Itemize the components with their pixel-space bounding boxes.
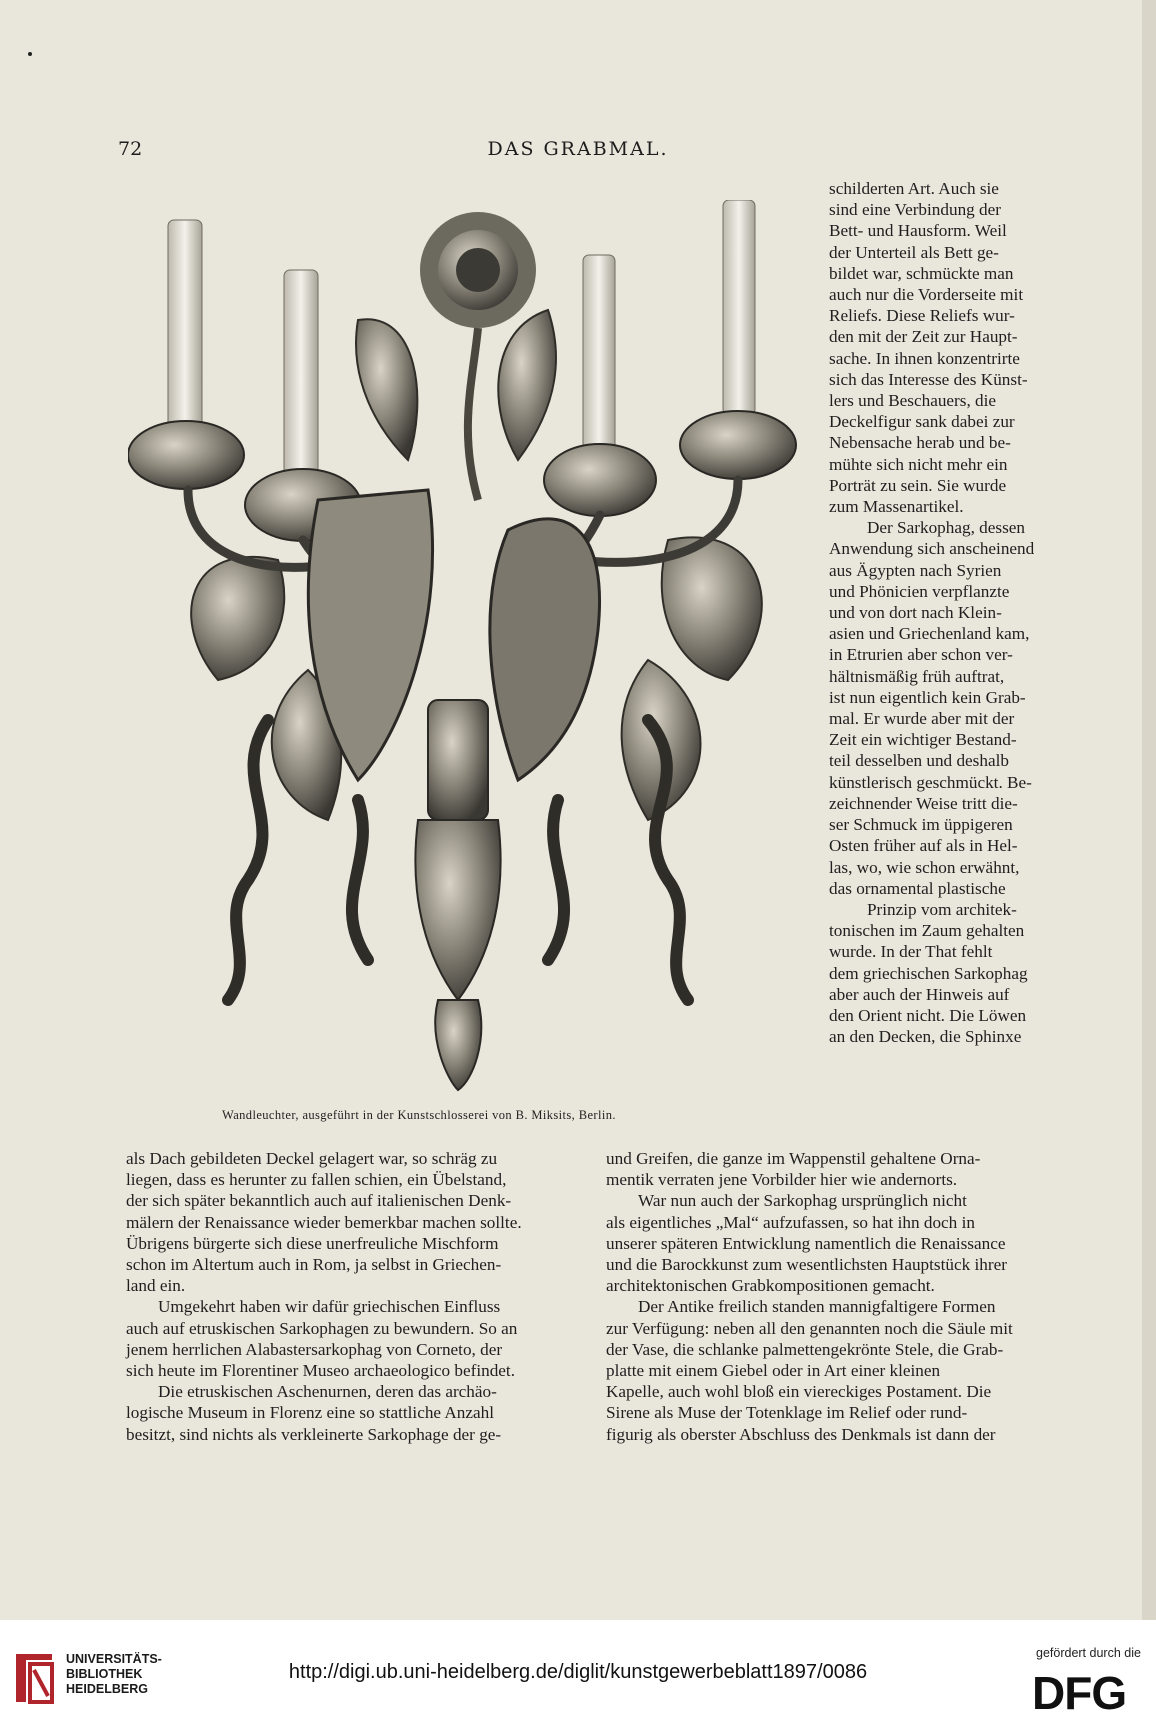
text-line: Der Sarkophag, dessen bbox=[867, 518, 1025, 538]
text-line: Kapelle, auch wohl bloß ein viereckiges Postament. Die bbox=[606, 1382, 992, 1402]
text-line: unserer späteren Entwicklung namentlich die Renaissance bbox=[606, 1233, 1006, 1253]
text-line: Zeit ein wichtiger Bestand- bbox=[829, 730, 1017, 750]
text-line: las, wo, wie schon erwähnt, bbox=[829, 857, 1020, 877]
text-line: mühte sich nicht mehr ein bbox=[829, 454, 1008, 474]
text-line: den mit der Zeit zur Haupt- bbox=[829, 327, 1018, 347]
text-line: sich heute im Florentiner Museo archaeologico befindet. bbox=[126, 1361, 515, 1381]
text-line: lers und Beschauers, die bbox=[829, 391, 997, 411]
text-line: Deckelfigur sank dabei zur bbox=[829, 412, 1015, 432]
text-line: platte mit einem Giebel oder in Art einer kleinen bbox=[606, 1361, 941, 1381]
scan-speck bbox=[28, 52, 32, 56]
text-line: Sirene als Muse der Totenklage im Relief oder rund- bbox=[606, 1403, 968, 1423]
text-line: mal. Er wurde aber mit der bbox=[829, 709, 1015, 729]
dfg-logo: DFG bbox=[1032, 1667, 1127, 1719]
text-line: der sich später bekanntlich auch auf italienischen Denk- bbox=[126, 1191, 512, 1211]
text-line: aber auch der Hinweis auf bbox=[829, 984, 1010, 1004]
text-line: ist nun eigentlich kein Grab- bbox=[829, 687, 1026, 707]
text-line: Prinzip vom architek- bbox=[867, 899, 1017, 919]
text-line: Osten früher auf als in Hel- bbox=[829, 836, 1018, 856]
text-line: Die etruskischen Aschenurnen, deren das archäo- bbox=[158, 1382, 497, 1402]
text-line: sache. In ihnen konzentrirte bbox=[829, 348, 1020, 368]
text-line: Übrigens bürgerte sich diese unerfreuliche Mischform bbox=[126, 1233, 499, 1253]
text-line: asien und Griechenland kam, bbox=[829, 624, 1030, 644]
text-line: jenem herrlichen Alabastersarkophag von Corneto, der bbox=[126, 1339, 503, 1359]
text-line: mälern der Renaissance wieder bemerkbar machen sollte. bbox=[126, 1212, 522, 1232]
funding-label: gefördert durch die bbox=[1036, 1646, 1141, 1660]
text-line: liegen, dass es herunter zu fallen schien, ein Übelstand, bbox=[126, 1170, 507, 1190]
text-line: Porträt zu sein. Sie wurde bbox=[829, 475, 1007, 495]
text-line: mentik verraten jene Vorbilder hier wie andernorts. bbox=[606, 1170, 958, 1190]
text-line: Nebensache herab und be- bbox=[829, 433, 1011, 453]
text-line: in Etrurien aber schon ver- bbox=[829, 645, 1013, 665]
text-line: figurig als oberster Abschluss des Denkmals ist dann der bbox=[606, 1424, 996, 1444]
library-name-line: UNIVERSITÄTS- bbox=[66, 1652, 162, 1666]
text-line: und Greifen, die ganze im Wappenstil gehaltene Orna- bbox=[606, 1149, 981, 1168]
text-line: besitzt, sind nichts als verkleinerte Sarkophage der ge- bbox=[126, 1424, 502, 1444]
text-line: und Phönicien verpflanzte bbox=[829, 581, 1010, 601]
text-line: Bett- und Hausform. Weil bbox=[829, 221, 1007, 241]
library-name-line: HEIDELBERG bbox=[66, 1682, 148, 1696]
text-line: wurde. In der That fehlt bbox=[829, 942, 993, 962]
text-line: logische Museum in Florenz eine so stattliche Anzahl bbox=[126, 1403, 495, 1423]
running-title: DAS GRABMAL. bbox=[487, 138, 669, 160]
text-line: das ornamental plastische bbox=[829, 878, 1006, 898]
text-line: künstlerisch geschmückt. Be- bbox=[829, 772, 1032, 792]
text-line: auch auf etruskischen Sarkophagen zu bewundern. So an bbox=[126, 1318, 518, 1338]
bottom-left-column bbox=[126, 1148, 576, 1445]
text-line: Anwendung sich anscheinend bbox=[829, 539, 1035, 559]
right-column bbox=[829, 178, 1058, 1047]
text-line: Umgekehrt haben wir dafür griechischen Einfluss bbox=[158, 1297, 501, 1317]
text-line: sind eine Verbindung der bbox=[829, 200, 1001, 220]
text-line: Der Antike freilich standen mannigfaltigere Formen bbox=[638, 1297, 996, 1317]
text-line: aus Ägypten nach Syrien bbox=[829, 560, 1002, 580]
text-line: als eigentliches „Mal“ aufzufassen, so hat ihn doch in bbox=[606, 1212, 975, 1232]
text-line: der Vase, die schlanke palmettengekrönte Stele, die Grab- bbox=[606, 1339, 1004, 1359]
text-line: ser Schmuck im üppigeren bbox=[829, 815, 1013, 835]
text-line: zur Verfügung: neben all den genannten noch die Säule mit bbox=[606, 1318, 1013, 1338]
text-line: auch nur die Vorderseite mit bbox=[829, 285, 1024, 305]
text-line: War nun auch der Sarkophag ursprünglich nicht bbox=[638, 1191, 967, 1211]
candelabrum-illustration bbox=[128, 200, 808, 1095]
figure-caption: Wandleuchter, ausgeführt in der Kunstschlosserei von B. Miksits, Berlin. bbox=[222, 1108, 616, 1122]
text-line: schon im Altertum auch in Rom, ja selbst in Griechen- bbox=[126, 1255, 502, 1275]
text-line: tonischen im Zaum gehalten bbox=[829, 921, 1025, 941]
text-line: schilderten Art. Auch sie bbox=[829, 179, 999, 198]
text-line: und von dort nach Klein- bbox=[829, 603, 1002, 623]
text-line: als Dach gebildeten Deckel gelagert war, so schräg zu bbox=[126, 1149, 498, 1168]
text-line: bildet war, schmückte man bbox=[829, 263, 1014, 283]
text-line: architektonischen Grabkompositionen gemacht. bbox=[606, 1276, 935, 1296]
text-line: Reliefs. Diese Reliefs wur- bbox=[829, 306, 1015, 326]
library-name-line: BIBLIOTHEK bbox=[66, 1667, 143, 1681]
source-url-link[interactable]: http://digi.ub.uni-heidelberg.de/diglit/kunstgewerbeblatt1897/0086 bbox=[288, 1661, 868, 1683]
text-line: den Orient nicht. Die Löwen bbox=[829, 1005, 1027, 1025]
text-line: teil desselben und deshalb bbox=[829, 751, 1009, 771]
text-line: an den Decken, die Sphinxe bbox=[829, 1027, 1022, 1047]
text-line: dem griechischen Sarkophag bbox=[829, 963, 1028, 983]
bottom-right-column bbox=[606, 1148, 1058, 1445]
text-line: zum Massenartikel. bbox=[829, 497, 964, 517]
text-line: hältnismäßig früh auftrat, bbox=[829, 666, 1005, 686]
page-number: 72 bbox=[118, 138, 143, 160]
page-edge bbox=[1142, 0, 1156, 1620]
text-line: zeichnender Weise tritt die- bbox=[829, 793, 1018, 813]
text-line: sich das Interesse des Künst- bbox=[829, 369, 1028, 389]
text-line: land ein. bbox=[126, 1276, 186, 1296]
text-line: der Unterteil als Bett ge- bbox=[829, 242, 999, 262]
text-line: und die Barockkunst zum wesentlichsten Hauptstück ihrer bbox=[606, 1255, 1007, 1275]
